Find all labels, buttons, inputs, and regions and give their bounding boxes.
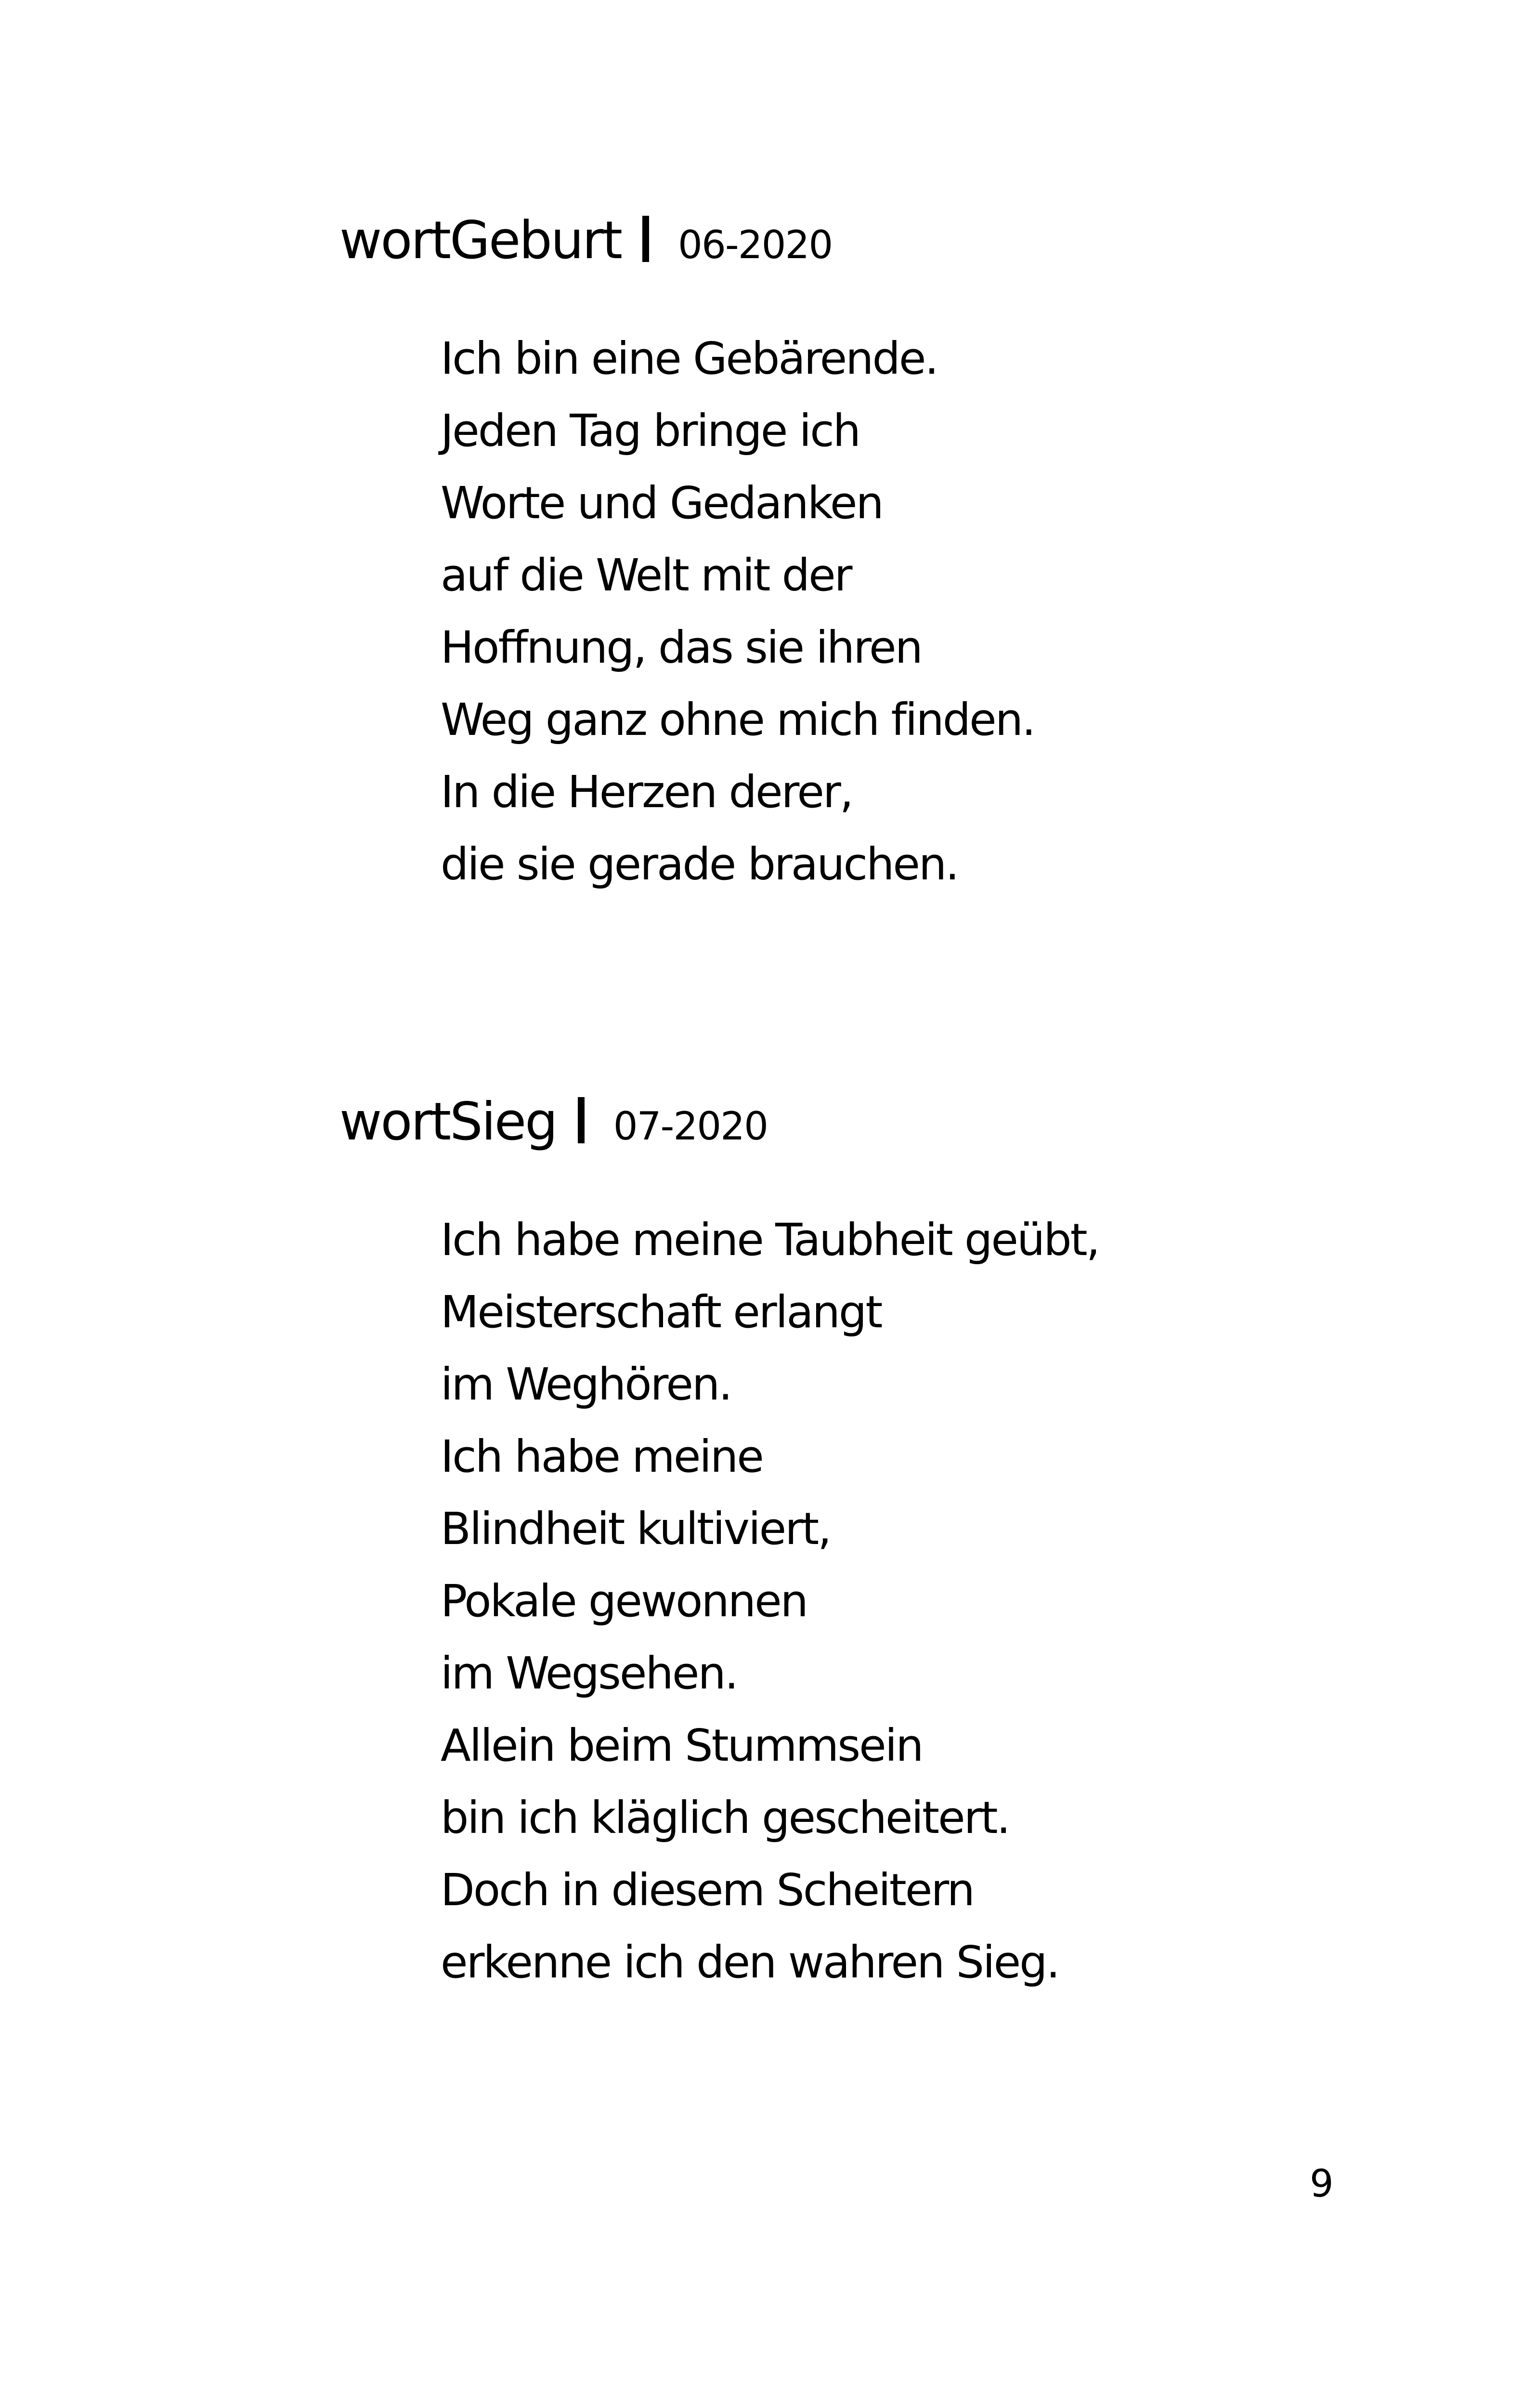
verse-line: Ich bin eine Gebärende. (441, 333, 937, 384)
verse-line: Allein beim Stummsein (441, 1720, 923, 1771)
poem-title: wortGeburt (339, 210, 622, 271)
verse-line: Hoffnung, das sie ihren (441, 622, 922, 673)
poem-date: 07-2020 (613, 1104, 768, 1149)
poem-verses (441, 323, 1536, 901)
verse-line: im Wegsehen. (441, 1648, 737, 1699)
title-separator (642, 216, 649, 262)
poem-title: wortSieg (339, 1092, 557, 1152)
verse-line: Doch in diesem Scheitern (441, 1864, 974, 1916)
poem-verses (441, 1204, 1536, 1999)
verse-line: Ich habe meine (441, 1431, 763, 1482)
verse-line: Blindheit kultiviert, (441, 1503, 831, 1555)
verse-line: In die Herzen derer, (441, 766, 853, 818)
verse-line: Jeden Tag bringe ich (441, 405, 860, 457)
poem-wortsieg (0, 1081, 1536, 1999)
verse-line: erkenne ich den wahren Sieg. (441, 1937, 1059, 1988)
verse-line: Weg ganz ohne mich finden. (441, 694, 1035, 746)
page-number: 9 (1310, 2162, 1334, 2206)
verse-line: Meisterschaft erlangt (441, 1286, 882, 1338)
verse-line: auf die Welt mit der (441, 550, 851, 601)
verse-line: Ich habe meine Taubheit geübt, (441, 1214, 1099, 1266)
poem-date: 06-2020 (678, 222, 833, 267)
verse-line: die sie gerade brauchen. (441, 838, 958, 890)
verse-line: im Weghören. (441, 1359, 731, 1410)
verse-line: Worte und Gedanken (441, 477, 883, 529)
poem-heading (339, 1081, 1536, 1163)
poem-wortgeburt (0, 200, 1536, 901)
poem-heading (339, 200, 1536, 282)
title-separator (578, 1097, 585, 1143)
verse-line: Pokale gewonnen (441, 1575, 807, 1627)
verse-line: bin ich kläglich gescheitert. (441, 1792, 1009, 1844)
